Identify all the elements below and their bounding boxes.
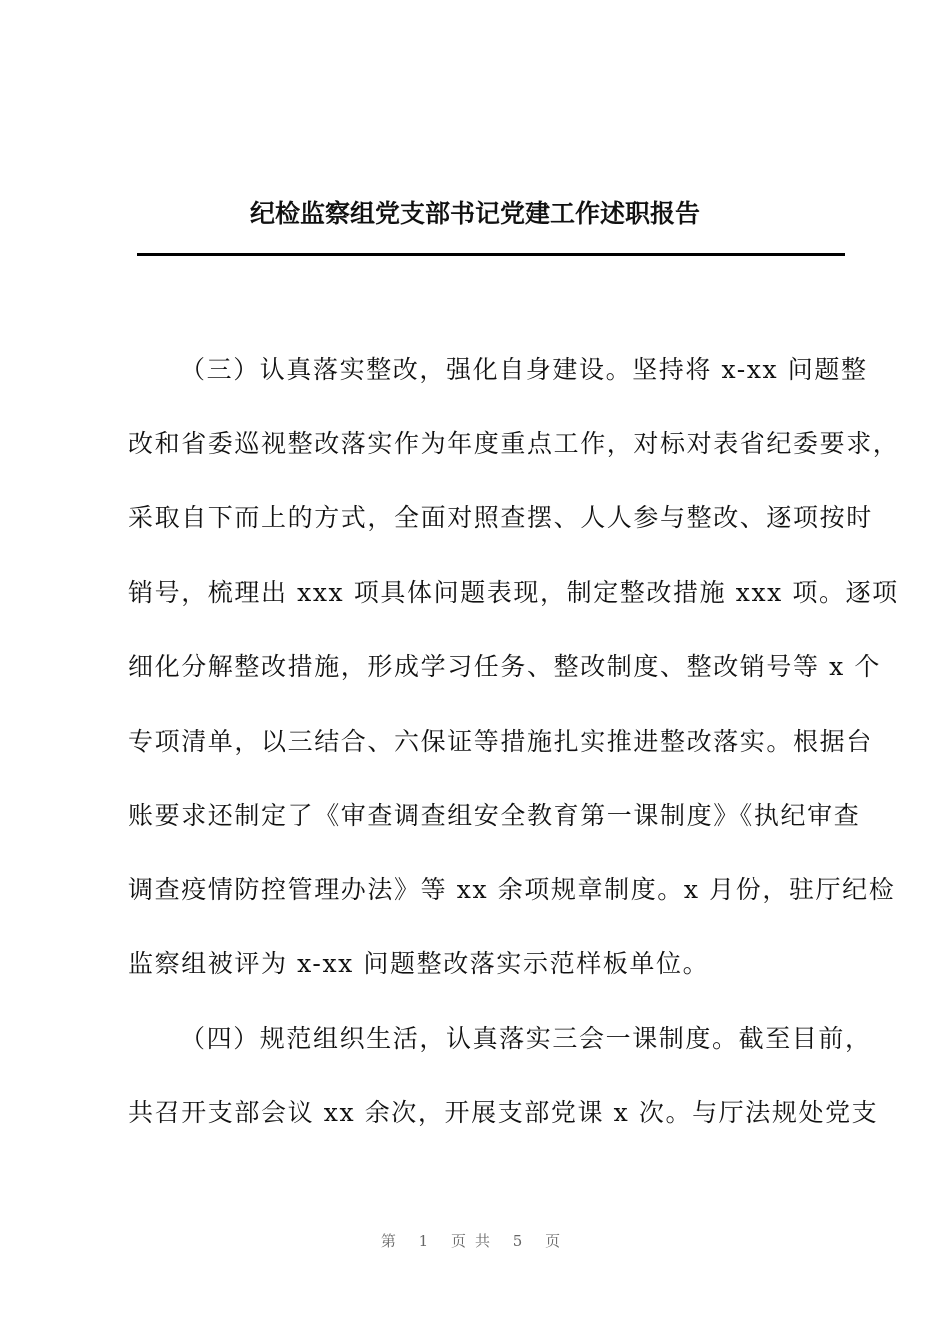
paragraph-line: （四）规范组织生活，认真落实三会一课制度。截至目前，: [180, 1024, 872, 1053]
paragraph-line: 改和省委巡视整改落实作为年度重点工作，对标对表省纪委要求，: [128, 429, 900, 458]
paragraph-line: 调查疫情防控管理办法》等 xx 余项规章制度。x 月份，驻厅纪检: [128, 875, 896, 904]
paragraph-line: 细化分解整改措施，形成学习任务、整改制度、整改销号等 x 个: [128, 652, 881, 681]
document-title: 纪检监察组党支部书记党建工作述职报告: [249, 199, 700, 228]
paragraph-line: 共召开支部会议 xx 余次，开展支部党课 x 次。与厅法规处党支: [128, 1098, 879, 1127]
paragraph-line: 专项清单，以三结合、六保证等措施扎实推进整改落实。根据台: [128, 727, 873, 756]
paragraph-line: （三）认真落实整改，强化自身建设。坚持将 x-xx 问题整: [180, 355, 868, 384]
paragraph-line: 账要求还制定了《审查调查组安全教育第一课制度》《执纪审查: [128, 801, 861, 830]
paragraph-line: 监察组被评为 x-xx 问题整改落实示范样板单位。: [128, 949, 710, 978]
paragraph-line: 采取自下而上的方式，全面对照查摆、人人参与整改、逐项按时: [128, 503, 873, 532]
page-number-footer: 第 1 页共 5 页: [380, 1232, 570, 1250]
title-divider: [137, 253, 845, 256]
paragraph-line: 销号，梳理出 xxx 项具体问题表现，制定整改措施 xxx 项。逐项: [128, 578, 899, 607]
